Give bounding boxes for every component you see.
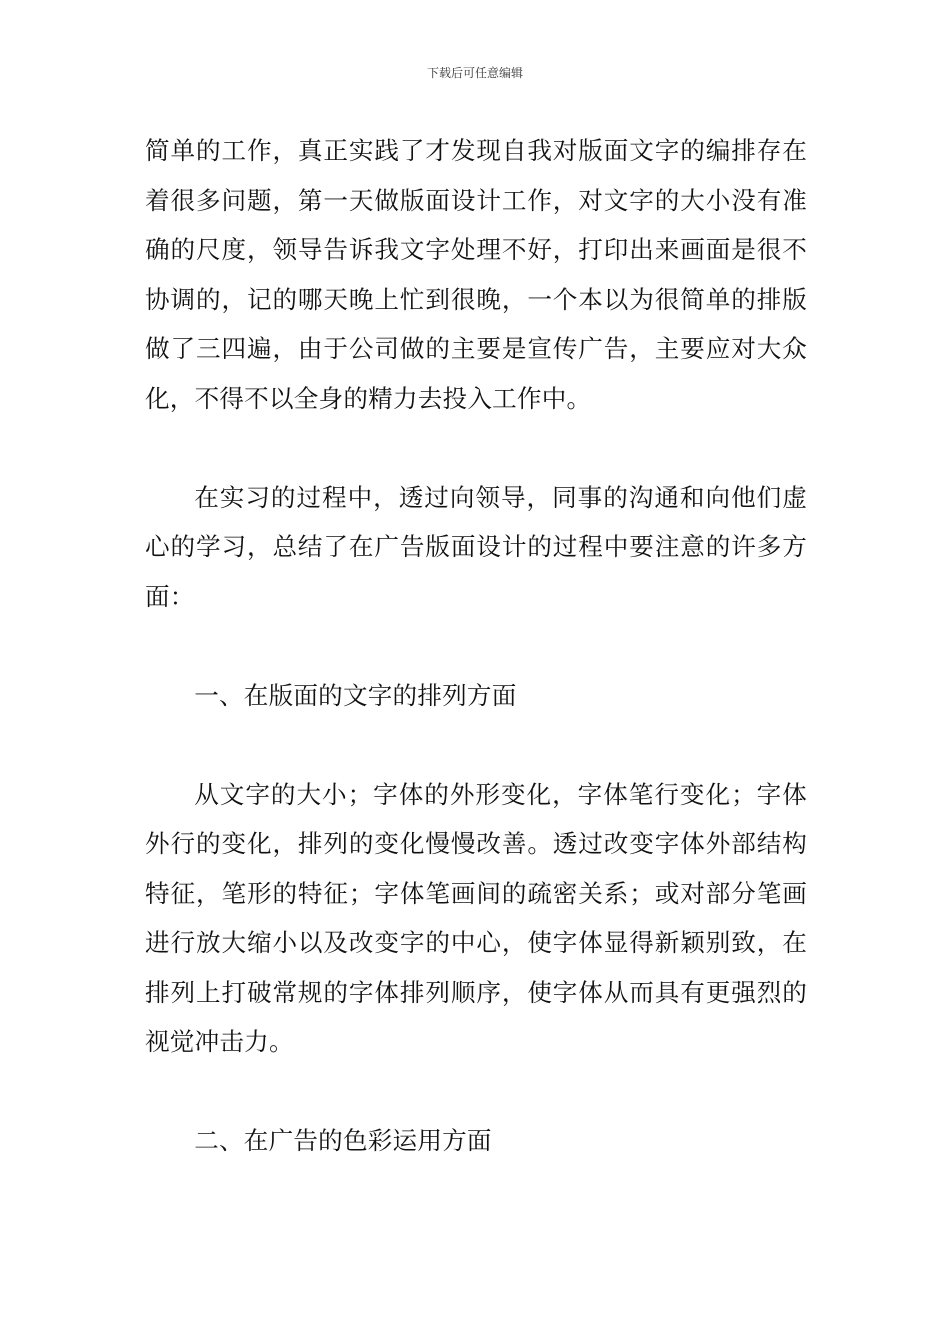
document-body	[145, 126, 807, 1166]
page-header-note: 下载后可任意编辑	[426, 66, 523, 80]
paragraph-internship-summary: 在实习的过程中，透过向领导，同事的沟通和向他们虚心的学习，总结了在广告版面设计的过程中要注意的许多方面：	[145, 482, 807, 611]
paragraph-continued-work: 简单的工作，真正实践了才发现自我对版面文字的编排存在着很多问题，第一天做版面设计工作，对文字的大小没有准确的尺度，领导告诉我文字处理不好，打印出来画面是很不协调的，记的哪天晚上忙到很晚，一个本以为很简单的排版做了三四遍，由于公司做的主要是宣传广告，主要应对大众化，不得不以全身的精力去投入工作中。	[145, 136, 807, 413]
section-heading-text-arrangement: 一、在版面的文字的排列方面	[194, 680, 517, 710]
section-heading-color-use: 二、在广告的色彩运用方面	[194, 1126, 492, 1155]
paragraph-font-arrangement: 从文字的大小；字体的外形变化，字体笔行变化；字体外行的变化，排列的变化慢慢改善。透过改变字体外部结构特征，笔形的特征；字体笔画间的疏密关系；或对部分笔画进行放大缩小以及改变字的中心，使字体显得新颖别致，在排列上打破常规的字体排列顺序，使字体从而具有更强烈的视觉冲击力。	[145, 779, 807, 1056]
